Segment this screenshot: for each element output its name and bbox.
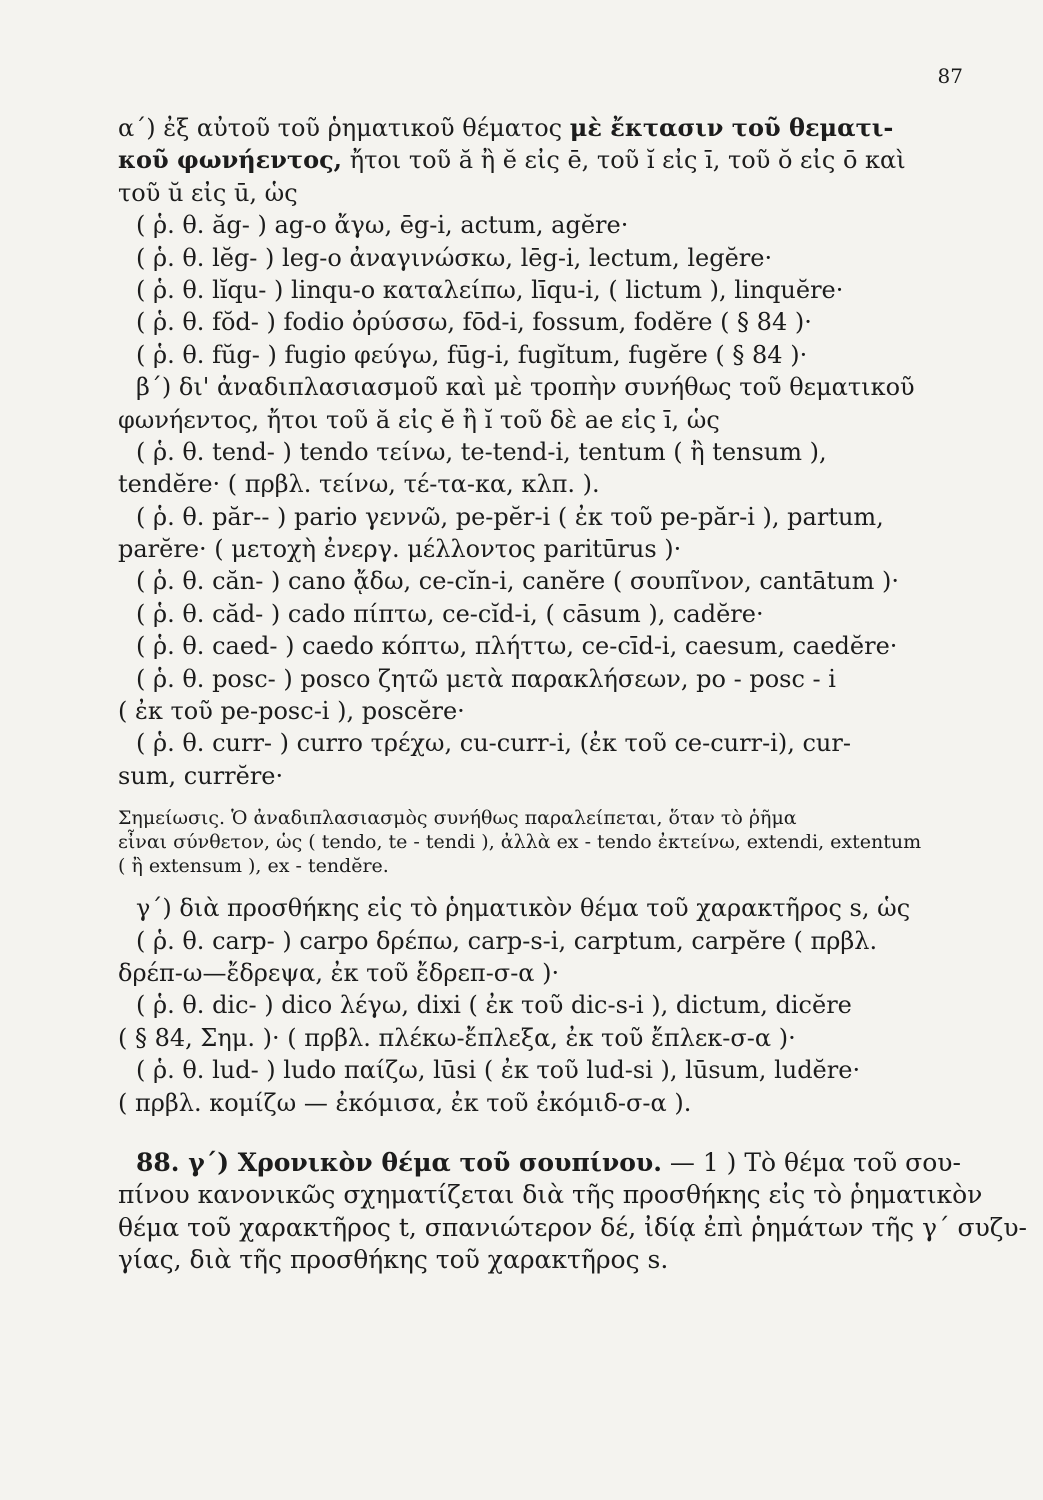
text-line: τοῦ ŭ εἰς ū, ὡς [118, 178, 298, 207]
bold-phrase: κοῦ φωνήεντος, [118, 145, 343, 175]
bold-phrase: μὲ ἔκτασιν τοῦ θεματι- [569, 113, 894, 142]
text-line: β΄) δι' ἀναδιπλασιασμοῦ καὶ μὲ τροπὴν συνήθως τοῦ θεματικοῦ [136, 373, 915, 402]
spacer [118, 878, 898, 892]
text-line: φωνήεντος, ἤτοι τοῦ ă εἰς ĕ ἢ ĭ τοῦ δὲ ae εἰς ī, ὡς [118, 405, 720, 434]
main-text [118, 112, 1027, 1277]
note-line: εἶναι σύνθετον, ὡς ( tendo, te - tendi ), ἀλλὰ ex - tendo ἐκτείνω, extendi, extentum [118, 831, 922, 854]
example-line: ( ῥ. θ. ăg- ) ag-o ἄγω, ēg-i, actum, agĕre· [136, 211, 629, 240]
page-number: 87 [937, 64, 963, 88]
section-heading: 88. γ΄) Χρονικὸν θέμα τοῦ σουπίνου. [136, 1147, 662, 1177]
text-line: ( πρβλ. κομίζω — ἐκόμισα, ἐκ τοῦ ἐκόμιδ-σ-α ). [118, 1088, 692, 1117]
text-line: ( ἐκ τοῦ pe-posc-i ), poscĕre· [118, 697, 465, 726]
note-line: ( ἢ extensum ), ex - tendĕre. [118, 855, 389, 878]
text-line [118, 112, 898, 144]
example-line: ( ῥ. θ. păr-- ) pario γεννῶ, pe-pĕr-i ( ἐκ τοῦ pe-păr-i ), partum, [136, 502, 884, 531]
text-line: parĕre· ( μετοχὴ ἐνεργ. μέλλοντος paritūrus )· [118, 535, 682, 564]
example-line: ( ῥ. θ. fŏd- ) fodio ὀρύσσω, fōd-i, fossum, fodĕre ( § 84 )· [136, 308, 812, 337]
spacer [118, 1119, 898, 1147]
example-line: ( ῥ. θ. caed- ) caedo κόπτω, πλήττω, ce-cīd-i, caesum, caedĕre· [136, 632, 898, 661]
text-line: ( § 84, Σημ. )· ( πρβλ. πλέκω-ἔπλεξα, ἐκ τοῦ ἔπλεκ-σ-α )· [118, 1023, 796, 1052]
section-heading-line [118, 1147, 961, 1179]
example-line: ( ῥ. θ. curr- ) curro τρέχω, cu-curr-i, (ἐκ τοῦ ce-curr-i), cur- [136, 729, 851, 758]
text-line: γίας, διὰ τῆς προσθήκης τοῦ χαρακτῆρος s. [118, 1245, 669, 1275]
spacer [118, 792, 898, 806]
example-line: ( ῥ. θ. carp- ) carpo δρέπω, carp-s-i, carptum, carpĕre ( πρβλ. [136, 926, 878, 955]
text-span: — 1 ) Τὸ θέμα τοῦ σου- [669, 1147, 961, 1177]
example-line: ( ῥ. θ. dic- ) dico λέγω, dixi ( ἐκ τοῦ dic-s-i ), dictum, dicĕre [136, 991, 852, 1020]
example-line: ( ῥ. θ. lĭqu- ) linqu-o καταλείπω, līqu-i, ( lictum ), linquĕre· [136, 275, 844, 304]
example-line: ( ῥ. θ. posc- ) posco ζητῶ μετὰ παρακλήσεων, po - posc - i [136, 664, 836, 693]
text-line: tendĕre· ( πρβλ. τείνω, τέ-τα-κα, κλπ. ). [118, 470, 600, 499]
example-line: ( ῥ. θ. tend- ) tendo τείνω, te-tend-i, tentum ( ἢ tensum ), [136, 437, 827, 466]
text-line [118, 144, 906, 176]
text-line: γ΄) διὰ προσθήκης εἰς τὸ ῥηματικὸν θέμα τοῦ χαρακτῆρος s, ὡς [136, 894, 911, 923]
text-line: δρέπ-ω—ἔδρεψα, ἐκ τοῦ ἔδρεπ-σ-α )· [118, 958, 560, 987]
text-line: sum, currĕre· [118, 761, 284, 790]
example-line: ( ῥ. θ. căn- ) cano ᾄδω, ce-cĭn-i, canĕre ( σουπῖνον, cantātum )· [136, 567, 899, 596]
note-line: Σημείωσις. Ὁ ἀναδιπλασιασμὸς συνήθως παραλείπεται, ὅταν τὸ ῥῆμα [118, 807, 797, 830]
text-span: ἤτοι τοῦ ă ἢ ĕ εἰς ē, τοῦ ĭ εἰς ī, τοῦ ŏ εἰς ō καὶ [349, 146, 906, 175]
text-line: πίνου κανονικῶς σχηματίζεται διὰ τῆς προσθήκης εἰς τὸ ῥηματικὸν [118, 1180, 983, 1210]
text-span: α΄) ἐξ αὐτοῦ τοῦ ῥηματικοῦ θέματος [118, 114, 563, 142]
example-line: ( ῥ. θ. căd- ) cado πίπτω, ce-cĭd-i, ( cāsum ), cadĕre· [136, 599, 764, 628]
example-line: ( ῥ. θ. fŭg- ) fugio φεύγω, fūg-i, fugĭtum, fugĕre ( § 84 )· [136, 340, 808, 369]
example-line: ( ῥ. θ. lĕg- ) leg-o ἀναγινώσκω, lēg-i, lectum, legĕre· [136, 243, 773, 272]
example-line: ( ῥ. θ. lud- ) ludo παίζω, lūsi ( ἐκ τοῦ lud-si ), lūsum, ludĕre· [136, 1056, 861, 1085]
text-line: θέμα τοῦ χαρακτῆρος t, σπανιώτερον δέ, ἰδίᾳ ἐπὶ ῥημάτων τῆς γ΄ συζυ- [118, 1212, 1027, 1242]
